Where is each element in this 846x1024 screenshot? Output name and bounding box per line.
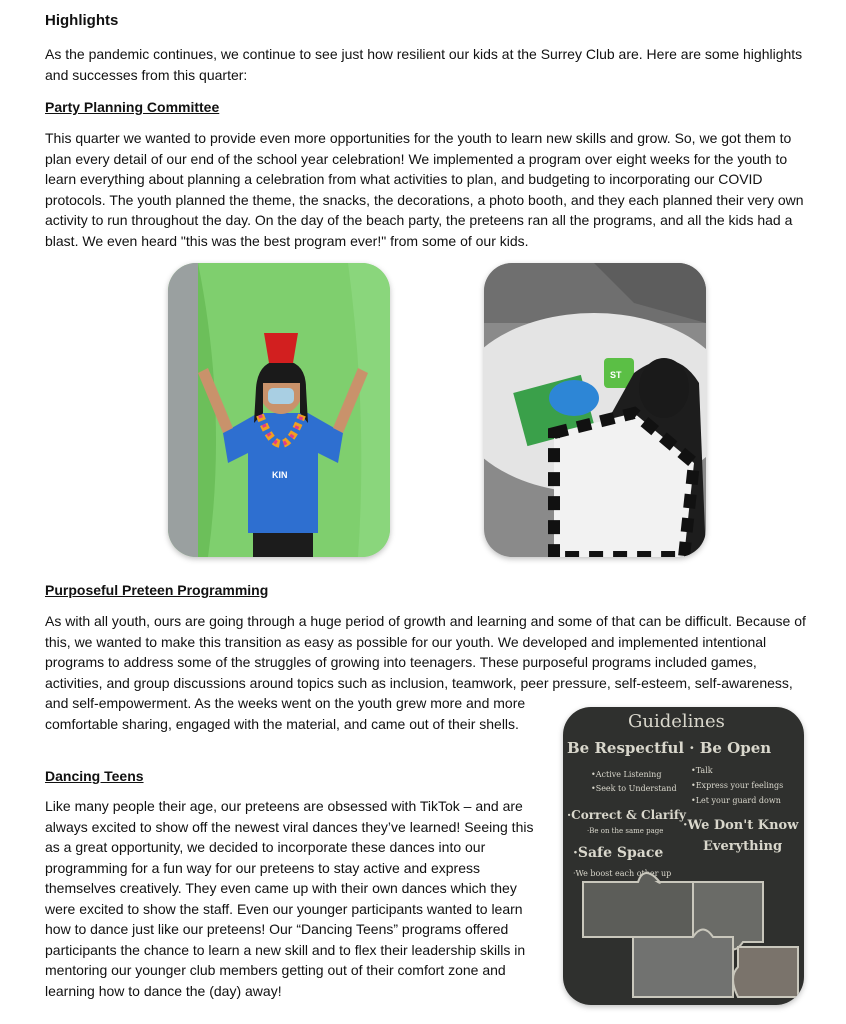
section-body-party-planning: This quarter we wanted to provide even more opportunities for the youth to learn new skills and grow. So, we got them to plan every detail of our end of the school year celebration! We implemented a program over eight weeks for the youth to learn everything about planning a celebration from what activities to plan, and budgeting to incorporating our COVID protocols. The youth planned the theme, the snacks, the decorations, a photo booth, and they each planned their very own activity to run throughout the day. On the day of the beach party, the preteens ran all the programs, and all the kids had a blast. We even heard "this was the best program ever!" from some of our kids. [45, 130, 804, 249]
section-body-dancing: Like many people their age, our preteens are obsessed with TikTok – and are always excited to show off the newest viral dances they’ve learned! Seeing this as a great opportunity, we decided to incorporate these dances into our programming for a fun way for our preteens to stay active and express themselves creatively. They even came up with their own dances which they were excited to show the staff. Even our younger participants wanted to learn how to dance just like our preteens! Our “Dancing Teens” programs offered participants the chance to learn a new skill and to flex their leadership skills in mentoring our younger club members getting out of their comfort zone and learning how to dance the (day) away! [45, 798, 534, 999]
section-body-preteen-wrap: and self-empowerment. As the weeks went on the youth grew more and more comfortable sharing, engaged with the material, and came out of their shells. [45, 695, 526, 732]
photo-chalkboard-guidelines [563, 707, 804, 1005]
page-heading: Highlights [45, 12, 119, 29]
photo-booth-kid [168, 263, 390, 557]
chalk-title: Guidelines [628, 711, 725, 732]
photo-kid-drawing [484, 263, 706, 557]
section-title-preteen: Purposeful Preteen Programming [45, 582, 269, 598]
chalk-guard: •Let your guard down [691, 796, 781, 805]
chalk-same-page: ·Be on the same page [587, 827, 664, 835]
chalk-safe: ·Safe Space [573, 845, 664, 861]
chalk-seek: •Seek to Understand [591, 784, 677, 793]
chalk-talk: •Talk [691, 766, 713, 775]
chalk-express: •Express your feelings [691, 781, 784, 790]
section-title-party-planning: Party Planning Committee [45, 99, 220, 115]
chalk-dont-know: ·We Don't Know [683, 818, 799, 833]
chalk-everything: Everything [703, 839, 783, 854]
chalk-correct: ·Correct & Clarify [567, 808, 686, 822]
section-body-preteen-full: As with all youth, ours are going through a huge period of growth and learning and some of that can be difficult. Because of this, we wanted to make this transition as easy as possible for our youth. We developed and implemented intentional programs to address some of the struggles of growing into teenagers. These purposeful programs included games, activities, and group discussions around topics such as inclusion, teamwork, peer pressure, self-esteem, self-awareness, [45, 613, 806, 691]
chalk-active: •Active Listening [591, 770, 662, 779]
sign-text: ST [610, 370, 622, 380]
section-title-dancing: Dancing Teens [45, 768, 144, 784]
chalk-boost: ·We boost each other up [573, 869, 672, 878]
chalk-line1: Be Respectful · Be Open [567, 739, 772, 757]
shirt-text: KIN [272, 470, 288, 480]
intro-paragraph: As the pandemic continues, we continue to see just how resilient our kids at the Surrey Club are. Here are some highlights and successes from this quarter: [45, 46, 803, 83]
